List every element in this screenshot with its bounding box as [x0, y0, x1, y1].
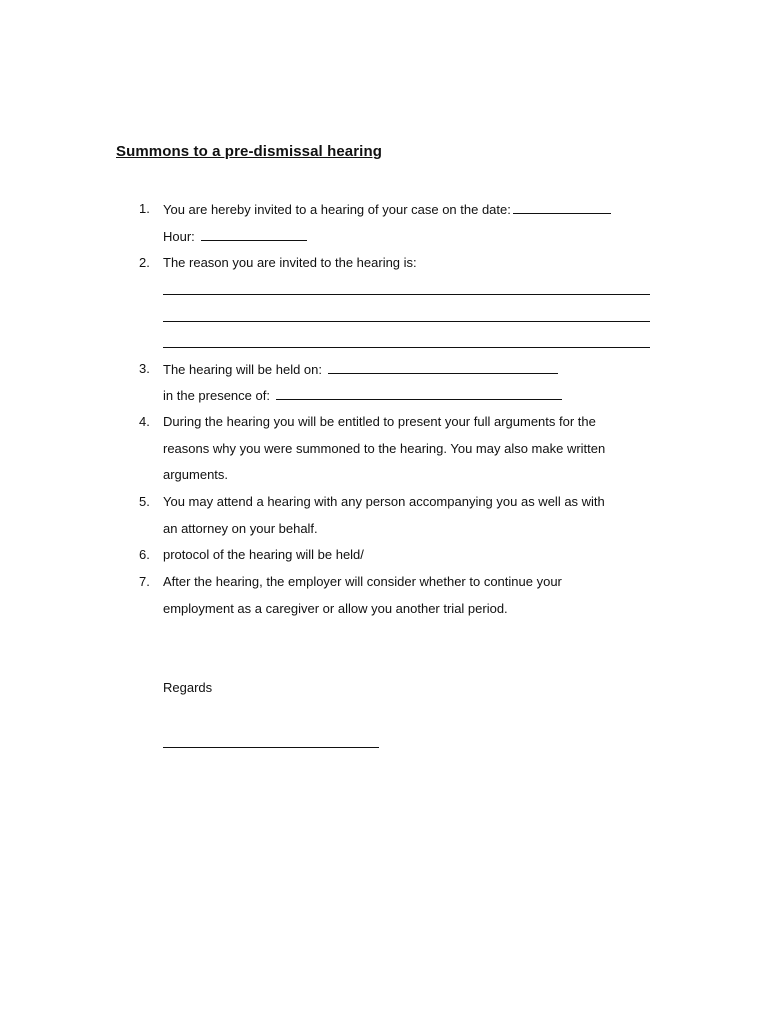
item-text: After the hearing, the employer will consider whether to continue your: [163, 574, 562, 589]
location-blank-field[interactable]: [328, 360, 558, 374]
item-number: 4.: [139, 414, 150, 429]
item-text: During the hearing you will be entitled to present your full arguments for the: [163, 414, 596, 429]
item-number: 3.: [139, 361, 150, 376]
hour-blank-field[interactable]: [201, 227, 307, 241]
item-text: employment as a caregiver or allow you another trial period.: [163, 601, 508, 616]
date-label: You are hereby invited to a hearing of your case on the date:: [163, 202, 511, 217]
item-number: 2.: [139, 255, 150, 270]
item-text: [163, 200, 611, 219]
item-text: [163, 386, 562, 405]
date-blank-field[interactable]: [513, 200, 611, 214]
document-title: Summons to a pre-dismissal hearing: [116, 143, 382, 160]
item-text: arguments.: [163, 467, 229, 482]
location-label: The hearing will be held on:: [163, 362, 322, 377]
presence-blank-field[interactable]: [276, 386, 562, 400]
item-text: an attorney on your behalf.: [163, 521, 318, 536]
item-number: 1.: [139, 201, 150, 216]
closing-regards: Regards: [163, 680, 213, 695]
item-text: [163, 227, 307, 246]
reason-blank-line[interactable]: [163, 347, 650, 348]
signature-line[interactable]: [163, 747, 379, 748]
item-number: 7.: [139, 574, 150, 589]
item-text: reasons why you were summoned to the hearing. You may also make written: [163, 441, 606, 456]
item-text: You may attend a hearing with any person accompanying you as well as with: [163, 494, 605, 509]
item-text: protocol of the hearing will be held/: [163, 547, 364, 562]
hour-label: Hour:: [163, 229, 195, 244]
item-number: 5.: [139, 494, 150, 509]
presence-label: in the presence of:: [163, 388, 270, 403]
item-number: 6.: [139, 547, 150, 562]
item-text: The reason you are invited to the hearing is:: [163, 255, 417, 270]
reason-blank-line[interactable]: [163, 321, 650, 322]
reason-blank-line[interactable]: [163, 294, 650, 295]
item-text: [163, 360, 558, 379]
